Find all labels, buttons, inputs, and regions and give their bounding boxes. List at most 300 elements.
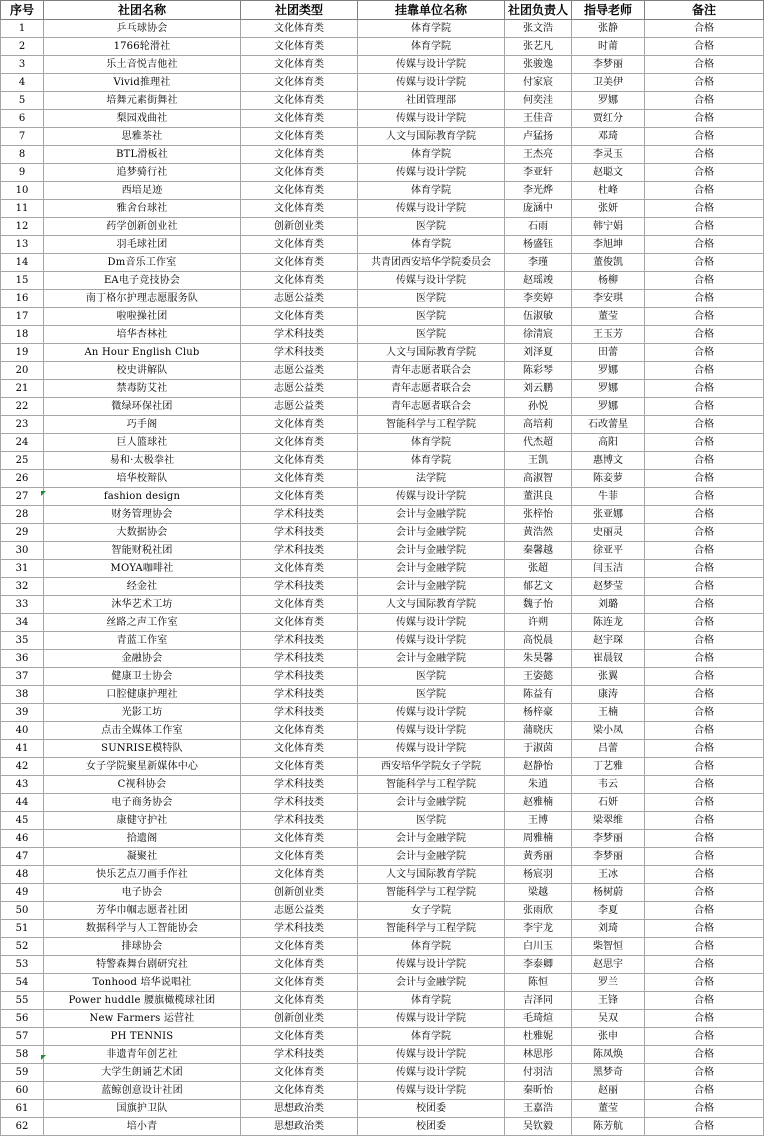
cell-club-type[interactable]: 文化体育类 [241, 830, 358, 848]
cell-club-leader[interactable]: 魏子怡 [505, 596, 572, 614]
cell-club-leader[interactable]: 张艺凡 [505, 38, 572, 56]
cell-affiliated-unit[interactable]: 医学院 [358, 308, 505, 326]
cell-index[interactable]: 60 [1, 1082, 44, 1100]
cell-index[interactable]: 38 [1, 686, 44, 704]
cell-club-type[interactable]: 文化体育类 [241, 56, 358, 74]
cell-club-leader[interactable]: 白川玉 [505, 938, 572, 956]
cell-club-type[interactable]: 学术科技类 [241, 506, 358, 524]
cell-club-type[interactable]: 文化体育类 [241, 758, 358, 776]
cell-affiliated-unit[interactable]: 传媒与设计学院 [358, 1010, 505, 1028]
cell-club-name[interactable]: EA电子竞技协会 [44, 272, 241, 290]
cell-remark[interactable]: 合格 [645, 884, 764, 902]
cell-advisor[interactable]: 黑梦奇 [572, 1064, 645, 1082]
cell-advisor[interactable]: 韩宁娟 [572, 218, 645, 236]
cell-remark[interactable]: 合格 [645, 704, 764, 722]
cell-club-name[interactable]: PH TENNIS [44, 1028, 241, 1046]
cell-index[interactable]: 21 [1, 380, 44, 398]
cell-club-name[interactable]: 1766轮滑社 [44, 38, 241, 56]
cell-affiliated-unit[interactable]: 传媒与设计学院 [358, 272, 505, 290]
cell-affiliated-unit[interactable]: 体育学院 [358, 434, 505, 452]
cell-club-type[interactable]: 文化体育类 [241, 992, 358, 1010]
cell-index[interactable]: 30 [1, 542, 44, 560]
cell-affiliated-unit[interactable]: 体育学院 [358, 182, 505, 200]
cell-club-leader[interactable]: 陈彩琴 [505, 362, 572, 380]
cell-club-leader[interactable]: 何奕洼 [505, 92, 572, 110]
cell-club-leader[interactable]: 李光烨 [505, 182, 572, 200]
cell-club-leader[interactable]: 朱昊馨 [505, 650, 572, 668]
cell-club-name[interactable]: 财务管理协会 [44, 506, 241, 524]
cell-club-type[interactable]: 文化体育类 [241, 200, 358, 218]
cell-affiliated-unit[interactable]: 会计与金融学院 [358, 560, 505, 578]
cell-club-name[interactable]: 雅舍台球社 [44, 200, 241, 218]
cell-club-name[interactable]: 培华杏林社 [44, 326, 241, 344]
cell-remark[interactable]: 合格 [645, 164, 764, 182]
cell-club-name[interactable]: 经金社 [44, 578, 241, 596]
cell-club-name[interactable]: An Hour English Club [44, 344, 241, 362]
cell-club-type[interactable]: 文化体育类 [241, 470, 358, 488]
header-club-type[interactable]: 社团类型 [241, 1, 358, 20]
cell-advisor[interactable]: 杨柳 [572, 272, 645, 290]
cell-remark[interactable]: 合格 [645, 470, 764, 488]
cell-affiliated-unit[interactable]: 人文与国际教育学院 [358, 596, 505, 614]
cell-club-leader[interactable]: 赵雅楠 [505, 794, 572, 812]
cell-club-type[interactable]: 文化体育类 [241, 146, 358, 164]
cell-club-leader[interactable]: 刘泽夏 [505, 344, 572, 362]
cell-remark[interactable]: 合格 [645, 560, 764, 578]
cell-club-type[interactable]: 文化体育类 [241, 866, 358, 884]
cell-club-leader[interactable]: 徐清宸 [505, 326, 572, 344]
cell-club-type[interactable]: 文化体育类 [241, 164, 358, 182]
cell-index[interactable]: 23 [1, 416, 44, 434]
cell-index[interactable]: 7 [1, 128, 44, 146]
cell-club-name[interactable]: 羽毛球社团 [44, 236, 241, 254]
cell-club-name[interactable]: 校史讲解队 [44, 362, 241, 380]
cell-affiliated-unit[interactable]: 医学院 [358, 668, 505, 686]
cell-advisor[interactable]: 刘琦 [572, 920, 645, 938]
cell-remark[interactable]: 合格 [645, 650, 764, 668]
cell-club-name[interactable]: 巧手阁 [44, 416, 241, 434]
cell-affiliated-unit[interactable]: 校团委 [358, 1118, 505, 1136]
cell-remark[interactable]: 合格 [645, 722, 764, 740]
cell-advisor[interactable]: 张亚娜 [572, 506, 645, 524]
cell-club-type[interactable]: 文化体育类 [241, 74, 358, 92]
cell-advisor[interactable]: 李梦丽 [572, 830, 645, 848]
cell-affiliated-unit[interactable]: 医学院 [358, 290, 505, 308]
cell-club-name[interactable]: 西培足迹 [44, 182, 241, 200]
cell-club-type[interactable]: 文化体育类 [241, 92, 358, 110]
cell-index[interactable]: 26 [1, 470, 44, 488]
cell-affiliated-unit[interactable]: 会计与金融学院 [358, 542, 505, 560]
cell-club-type[interactable]: 学术科技类 [241, 326, 358, 344]
cell-remark[interactable]: 合格 [645, 362, 764, 380]
cell-club-leader[interactable]: 许朔 [505, 614, 572, 632]
cell-club-type[interactable]: 志愿公益类 [241, 398, 358, 416]
cell-club-leader[interactable]: 陈恒 [505, 974, 572, 992]
cell-club-type[interactable]: 文化体育类 [241, 722, 358, 740]
cell-remark[interactable]: 合格 [645, 56, 764, 74]
cell-advisor[interactable]: 罗娜 [572, 362, 645, 380]
cell-remark[interactable]: 合格 [645, 632, 764, 650]
cell-index[interactable]: 31 [1, 560, 44, 578]
cell-remark[interactable]: 合格 [645, 1082, 764, 1100]
cell-index[interactable]: 51 [1, 920, 44, 938]
cell-advisor[interactable]: 惠博文 [572, 452, 645, 470]
cell-index[interactable]: 58 [1, 1046, 44, 1064]
cell-club-leader[interactable]: 孙悦 [505, 398, 572, 416]
cell-index[interactable]: 53 [1, 956, 44, 974]
cell-remark[interactable]: 合格 [645, 380, 764, 398]
cell-club-name[interactable]: 大数据协会 [44, 524, 241, 542]
cell-club-name[interactable]: Dm音乐工作室 [44, 254, 241, 272]
cell-advisor[interactable]: 李旭坤 [572, 236, 645, 254]
cell-club-name[interactable]: 排球协会 [44, 938, 241, 956]
cell-club-name[interactable]: 培舞元素街舞社 [44, 92, 241, 110]
cell-affiliated-unit[interactable]: 体育学院 [358, 236, 505, 254]
cell-club-name[interactable]: 乒乓球协会 [44, 20, 241, 38]
cell-remark[interactable]: 合格 [645, 506, 764, 524]
cell-club-leader[interactable]: 于淑茵 [505, 740, 572, 758]
cell-club-leader[interactable]: 朱逍 [505, 776, 572, 794]
header-club-leader[interactable]: 社团负责人 [505, 1, 572, 20]
cell-remark[interactable]: 合格 [645, 272, 764, 290]
cell-index[interactable]: 59 [1, 1064, 44, 1082]
cell-index[interactable]: 10 [1, 182, 44, 200]
cell-index[interactable]: 35 [1, 632, 44, 650]
cell-affiliated-unit[interactable]: 青年志愿者联合会 [358, 398, 505, 416]
cell-advisor[interactable]: 李安琪 [572, 290, 645, 308]
cell-club-leader[interactable]: 秦昕怡 [505, 1082, 572, 1100]
cell-affiliated-unit[interactable]: 会计与金融学院 [358, 506, 505, 524]
cell-affiliated-unit[interactable]: 会计与金融学院 [358, 650, 505, 668]
cell-advisor[interactable]: 崔晨钗 [572, 650, 645, 668]
cell-club-type[interactable]: 创新创业类 [241, 1010, 358, 1028]
cell-club-type[interactable]: 创新创业类 [241, 218, 358, 236]
cell-club-leader[interactable]: 王佳音 [505, 110, 572, 128]
cell-remark[interactable]: 合格 [645, 398, 764, 416]
cell-remark[interactable]: 合格 [645, 848, 764, 866]
cell-club-leader[interactable]: 王博 [505, 812, 572, 830]
cell-affiliated-unit[interactable]: 传媒与设计学院 [358, 164, 505, 182]
cell-club-name[interactable]: 药学创新创业社 [44, 218, 241, 236]
cell-affiliated-unit[interactable]: 人文与国际教育学院 [358, 128, 505, 146]
cell-index[interactable]: 27 [1, 488, 44, 506]
cell-club-leader[interactable]: 高培莉 [505, 416, 572, 434]
cell-club-type[interactable]: 创新创业类 [241, 884, 358, 902]
cell-remark[interactable]: 合格 [645, 740, 764, 758]
cell-club-type[interactable]: 学术科技类 [241, 686, 358, 704]
cell-club-type[interactable]: 学术科技类 [241, 668, 358, 686]
cell-advisor[interactable]: 董俊凯 [572, 254, 645, 272]
cell-club-leader[interactable]: 张文浩 [505, 20, 572, 38]
cell-club-type[interactable]: 文化体育类 [241, 488, 358, 506]
cell-club-name[interactable]: Vivid推理社 [44, 74, 241, 92]
cell-remark[interactable]: 合格 [645, 146, 764, 164]
cell-affiliated-unit[interactable]: 传媒与设计学院 [358, 488, 505, 506]
cell-club-type[interactable]: 学术科技类 [241, 794, 358, 812]
cell-remark[interactable]: 合格 [645, 596, 764, 614]
cell-club-name[interactable]: 非遗青年创艺社 [44, 1046, 241, 1064]
cell-club-name[interactable]: 特警森舞台剧研究社 [44, 956, 241, 974]
cell-club-type[interactable]: 文化体育类 [241, 1082, 358, 1100]
cell-affiliated-unit[interactable]: 会计与金融学院 [358, 830, 505, 848]
cell-club-leader[interactable]: 李亚轩 [505, 164, 572, 182]
cell-affiliated-unit[interactable]: 智能科学与工程学院 [358, 920, 505, 938]
cell-club-name[interactable]: 凝聚社 [44, 848, 241, 866]
cell-club-name[interactable]: 禁毒防艾社 [44, 380, 241, 398]
header-club-name[interactable]: 社团名称 [44, 1, 241, 20]
cell-remark[interactable]: 合格 [645, 794, 764, 812]
cell-advisor[interactable]: 李梦丽 [572, 56, 645, 74]
cell-club-leader[interactable]: 赵瑶竣 [505, 272, 572, 290]
cell-club-type[interactable]: 文化体育类 [241, 596, 358, 614]
cell-club-leader[interactable]: 周雅楠 [505, 830, 572, 848]
cell-club-leader[interactable]: 蒲晓庆 [505, 722, 572, 740]
cell-remark[interactable]: 合格 [645, 956, 764, 974]
cell-advisor[interactable]: 王冰 [572, 866, 645, 884]
cell-index[interactable]: 33 [1, 596, 44, 614]
cell-index[interactable]: 11 [1, 200, 44, 218]
cell-club-leader[interactable]: 杨梓豪 [505, 704, 572, 722]
cell-remark[interactable]: 合格 [645, 488, 764, 506]
cell-club-name[interactable]: 芳华巾帼志愿者社团 [44, 902, 241, 920]
cell-club-name[interactable]: MOYA咖啡社 [44, 560, 241, 578]
cell-remark[interactable]: 合格 [645, 218, 764, 236]
cell-affiliated-unit[interactable]: 体育学院 [358, 38, 505, 56]
cell-index[interactable]: 39 [1, 704, 44, 722]
cell-advisor[interactable]: 卫美伊 [572, 74, 645, 92]
cell-advisor[interactable]: 陈妾萝 [572, 470, 645, 488]
cell-affiliated-unit[interactable]: 体育学院 [358, 452, 505, 470]
cell-club-type[interactable]: 学术科技类 [241, 542, 358, 560]
cell-club-leader[interactable]: 李奕婷 [505, 290, 572, 308]
cell-index[interactable]: 25 [1, 452, 44, 470]
cell-club-name[interactable]: 梨园戏曲社 [44, 110, 241, 128]
cell-affiliated-unit[interactable]: 传媒与设计学院 [358, 956, 505, 974]
cell-advisor[interactable]: 罗娜 [572, 92, 645, 110]
cell-club-leader[interactable]: 梁越 [505, 884, 572, 902]
cell-advisor[interactable]: 梁小凤 [572, 722, 645, 740]
cell-advisor[interactable]: 吕蕾 [572, 740, 645, 758]
cell-affiliated-unit[interactable]: 法学院 [358, 470, 505, 488]
cell-advisor[interactable]: 高阳 [572, 434, 645, 452]
cell-club-leader[interactable]: 高淑智 [505, 470, 572, 488]
cell-remark[interactable]: 合格 [645, 1046, 764, 1064]
cell-remark[interactable]: 合格 [645, 236, 764, 254]
cell-club-name[interactable]: 拾遗阁 [44, 830, 241, 848]
cell-advisor[interactable]: 贾红分 [572, 110, 645, 128]
cell-remark[interactable]: 合格 [645, 830, 764, 848]
cell-remark[interactable]: 合格 [645, 524, 764, 542]
cell-index[interactable]: 28 [1, 506, 44, 524]
cell-affiliated-unit[interactable]: 校团委 [358, 1100, 505, 1118]
cell-club-leader[interactable]: 杜雅妮 [505, 1028, 572, 1046]
cell-club-type[interactable]: 文化体育类 [241, 1028, 358, 1046]
cell-remark[interactable]: 合格 [645, 1100, 764, 1118]
cell-club-name[interactable]: Tonhood 培华说唱社 [44, 974, 241, 992]
cell-index[interactable]: 42 [1, 758, 44, 776]
cell-club-type[interactable]: 学术科技类 [241, 776, 358, 794]
cell-club-type[interactable]: 思想政治类 [241, 1100, 358, 1118]
cell-affiliated-unit[interactable]: 人文与国际教育学院 [358, 344, 505, 362]
cell-remark[interactable]: 合格 [645, 290, 764, 308]
cell-club-type[interactable]: 志愿公益类 [241, 290, 358, 308]
cell-club-type[interactable]: 学术科技类 [241, 578, 358, 596]
cell-club-name[interactable]: 康健守护社 [44, 812, 241, 830]
cell-club-type[interactable]: 志愿公益类 [241, 902, 358, 920]
cell-affiliated-unit[interactable]: 医学院 [358, 218, 505, 236]
cell-remark[interactable]: 合格 [645, 416, 764, 434]
cell-remark[interactable]: 合格 [645, 128, 764, 146]
cell-advisor[interactable]: 杨树蔚 [572, 884, 645, 902]
cell-club-leader[interactable]: 张梓怡 [505, 506, 572, 524]
cell-club-name[interactable]: 南丁格尔护理志愿服务队 [44, 290, 241, 308]
cell-affiliated-unit[interactable]: 社团管理部 [358, 92, 505, 110]
cell-club-leader[interactable]: 李泰卿 [505, 956, 572, 974]
cell-club-name[interactable]: 易和·太极拳社 [44, 452, 241, 470]
cell-index[interactable]: 40 [1, 722, 44, 740]
cell-club-leader[interactable]: 吴钦毅 [505, 1118, 572, 1136]
cell-club-name[interactable]: 思雅茶社 [44, 128, 241, 146]
cell-affiliated-unit[interactable]: 传媒与设计学院 [358, 74, 505, 92]
cell-remark[interactable]: 合格 [645, 776, 764, 794]
cell-affiliated-unit[interactable]: 青年志愿者联合会 [358, 380, 505, 398]
cell-club-name[interactable]: 国旗护卫队 [44, 1100, 241, 1118]
cell-advisor[interactable]: 罗兰 [572, 974, 645, 992]
cell-club-leader[interactable]: 张雨欣 [505, 902, 572, 920]
cell-club-name[interactable]: 金融协会 [44, 650, 241, 668]
cell-remark[interactable]: 合格 [645, 110, 764, 128]
cell-affiliated-unit[interactable]: 智能科学与工程学院 [358, 884, 505, 902]
cell-index[interactable]: 49 [1, 884, 44, 902]
cell-advisor[interactable]: 陈芳航 [572, 1118, 645, 1136]
cell-club-type[interactable]: 志愿公益类 [241, 380, 358, 398]
cell-club-type[interactable]: 文化体育类 [241, 272, 358, 290]
cell-club-name[interactable]: 微绿环保社团 [44, 398, 241, 416]
cell-club-leader[interactable]: 庞涵中 [505, 200, 572, 218]
cell-club-name[interactable]: 巨人篮球社 [44, 434, 241, 452]
cell-affiliated-unit[interactable]: 青年志愿者联合会 [358, 362, 505, 380]
cell-advisor[interactable]: 赵宇琛 [572, 632, 645, 650]
cell-advisor[interactable]: 李梦丽 [572, 848, 645, 866]
cell-index[interactable]: 44 [1, 794, 44, 812]
cell-index[interactable]: 61 [1, 1100, 44, 1118]
cell-club-leader[interactable]: 王嘉浩 [505, 1100, 572, 1118]
cell-club-name[interactable]: New Farmers 运营社 [44, 1010, 241, 1028]
cell-club-leader[interactable]: 伍淑敏 [505, 308, 572, 326]
cell-club-leader[interactable]: 毛琦煊 [505, 1010, 572, 1028]
header-advisor[interactable]: 指导老师 [572, 1, 645, 20]
cell-advisor[interactable]: 田蕾 [572, 344, 645, 362]
cell-index[interactable]: 19 [1, 344, 44, 362]
cell-club-leader[interactable]: 石雨 [505, 218, 572, 236]
cell-club-name[interactable]: 光影工坊 [44, 704, 241, 722]
cell-affiliated-unit[interactable]: 共青团西安培华学院委员会 [358, 254, 505, 272]
cell-index[interactable]: 20 [1, 362, 44, 380]
cell-advisor[interactable]: 张静 [572, 20, 645, 38]
cell-club-type[interactable]: 文化体育类 [241, 560, 358, 578]
cell-affiliated-unit[interactable]: 医学院 [358, 326, 505, 344]
cell-index[interactable]: 3 [1, 56, 44, 74]
cell-club-name[interactable]: 丝路之声工作室 [44, 614, 241, 632]
cell-club-name[interactable]: 沐华艺术工坊 [44, 596, 241, 614]
cell-index[interactable]: 6 [1, 110, 44, 128]
cell-advisor[interactable]: 吴双 [572, 1010, 645, 1028]
cell-index[interactable]: 50 [1, 902, 44, 920]
cell-advisor[interactable]: 张申 [572, 1028, 645, 1046]
cell-advisor[interactable]: 张翼 [572, 668, 645, 686]
cell-club-name[interactable]: 数据科学与人工智能协会 [44, 920, 241, 938]
cell-advisor[interactable]: 史丽灵 [572, 524, 645, 542]
cell-advisor[interactable]: 丁艺雅 [572, 758, 645, 776]
cell-advisor[interactable]: 闫玉洁 [572, 560, 645, 578]
cell-club-name[interactable]: SUNRISE模特队 [44, 740, 241, 758]
cell-club-name[interactable]: 健康卫士协会 [44, 668, 241, 686]
cell-club-type[interactable]: 文化体育类 [241, 308, 358, 326]
cell-club-name[interactable]: 女子学院聚星新媒体中心 [44, 758, 241, 776]
cell-index[interactable]: 1 [1, 20, 44, 38]
cell-index[interactable]: 22 [1, 398, 44, 416]
cell-affiliated-unit[interactable]: 传媒与设计学院 [358, 1046, 505, 1064]
cell-affiliated-unit[interactable]: 智能科学与工程学院 [358, 416, 505, 434]
cell-remark[interactable]: 合格 [645, 74, 764, 92]
cell-advisor[interactable]: 牛菲 [572, 488, 645, 506]
cell-club-leader[interactable]: 刘云鹏 [505, 380, 572, 398]
cell-index[interactable]: 24 [1, 434, 44, 452]
cell-affiliated-unit[interactable]: 人文与国际教育学院 [358, 866, 505, 884]
cell-club-leader[interactable]: 秦馨越 [505, 542, 572, 560]
cell-club-name[interactable]: 蓝鲸创意设计社团 [44, 1082, 241, 1100]
cell-affiliated-unit[interactable]: 会计与金融学院 [358, 524, 505, 542]
header-affiliated-unit[interactable]: 挂靠单位名称 [358, 1, 505, 20]
cell-index[interactable]: 15 [1, 272, 44, 290]
cell-remark[interactable]: 合格 [645, 902, 764, 920]
cell-affiliated-unit[interactable]: 传媒与设计学院 [358, 614, 505, 632]
cell-affiliated-unit[interactable]: 传媒与设计学院 [358, 1064, 505, 1082]
cell-club-type[interactable]: 思想政治类 [241, 1118, 358, 1136]
cell-club-leader[interactable]: 王杰亮 [505, 146, 572, 164]
cell-club-name[interactable]: 电子商务协会 [44, 794, 241, 812]
cell-club-name[interactable]: 追梦骑行社 [44, 164, 241, 182]
cell-club-type[interactable]: 学术科技类 [241, 650, 358, 668]
header-index[interactable]: 序号 [1, 1, 44, 20]
cell-club-name[interactable]: 啦啦操社团 [44, 308, 241, 326]
cell-affiliated-unit[interactable]: 体育学院 [358, 146, 505, 164]
cell-index[interactable]: 52 [1, 938, 44, 956]
cell-club-name[interactable]: fashion design [44, 488, 241, 506]
cell-remark[interactable]: 合格 [645, 938, 764, 956]
cell-affiliated-unit[interactable]: 体育学院 [358, 20, 505, 38]
cell-remark[interactable]: 合格 [645, 758, 764, 776]
header-remark[interactable]: 备注 [645, 1, 764, 20]
cell-club-leader[interactable]: 李宇龙 [505, 920, 572, 938]
cell-index[interactable]: 32 [1, 578, 44, 596]
cell-index[interactable]: 5 [1, 92, 44, 110]
cell-affiliated-unit[interactable]: 医学院 [358, 686, 505, 704]
cell-club-type[interactable]: 文化体育类 [241, 848, 358, 866]
cell-club-name[interactable]: 快乐艺点刀画手作社 [44, 866, 241, 884]
cell-advisor[interactable]: 陈连龙 [572, 614, 645, 632]
cell-remark[interactable]: 合格 [645, 668, 764, 686]
cell-advisor[interactable]: 陈凤焕 [572, 1046, 645, 1064]
cell-club-type[interactable]: 学术科技类 [241, 704, 358, 722]
cell-club-leader[interactable]: 董淇良 [505, 488, 572, 506]
cell-club-name[interactable]: 电子协会 [44, 884, 241, 902]
cell-club-leader[interactable]: 郁艺文 [505, 578, 572, 596]
cell-advisor[interactable]: 王锋 [572, 992, 645, 1010]
cell-club-name[interactable]: 青蓝工作室 [44, 632, 241, 650]
cell-affiliated-unit[interactable]: 会计与金融学院 [358, 794, 505, 812]
cell-index[interactable]: 37 [1, 668, 44, 686]
